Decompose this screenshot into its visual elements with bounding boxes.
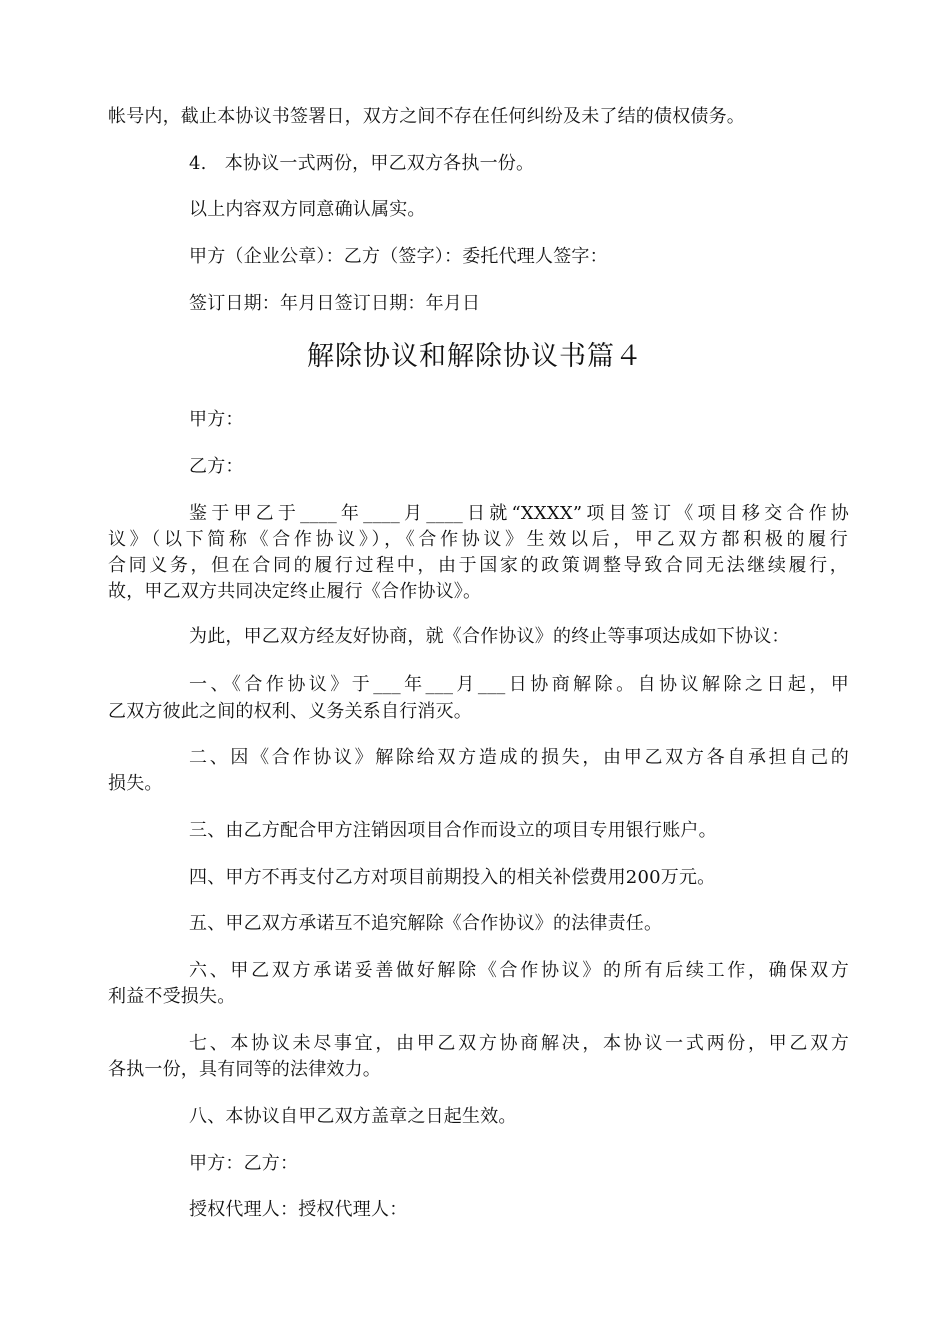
preamble-line: 鉴于甲乙于____年____月____日就“XXXX”项目签订《项目移交合作协 (189, 503, 849, 524)
sign-agents-line: 授权代理人：授权代理人： (189, 1199, 408, 1220)
clause-3-line: 三、由乙方配合甲方注销因项目合作而设立的项目专用银行账户。 (189, 820, 717, 841)
clause-4: 4. 本协议一式两份，甲乙双方各执一份。 (189, 153, 535, 174)
clause-2-line: 损失。 (108, 773, 163, 794)
clause-8-line: 八、本协议自甲乙双方盖章之日起生效。 (189, 1106, 517, 1127)
preamble-line: 故，甲乙双方共同决定终止履行《合作协议》。 (108, 581, 482, 602)
clause-6-line: 利益不受损失。 (108, 986, 236, 1007)
party-b-label: 乙方： (189, 456, 244, 477)
clause-6-line: 六、甲乙双方承诺妥善做好解除《合作协议》的所有后续工作，确保双方 (189, 960, 849, 981)
confirmation-text: 以上内容双方同意确认属实。 (189, 199, 426, 220)
signing-date-line: 签订日期：年月日签订日期：年月日 (189, 293, 481, 314)
clause-1-line: 一、《合作协议》于___年___月___日协商解除。自协议解除之日起，甲 (189, 674, 849, 695)
sign-parties-line: 甲方：乙方： (189, 1153, 299, 1174)
preamble-line: 议》（以下简称《合作协议》），《合作协议》生效以后，甲乙双方都积极的履行 (108, 529, 848, 550)
clause-2-line: 二、因《合作协议》解除给双方造成的损失，由甲乙双方各自承担自己的 (189, 747, 849, 768)
clause-7-line: 七、本协议未尽事宜，由甲乙双方协商解决，本协议一式两份，甲乙双方 (189, 1033, 849, 1054)
preamble-line: 合同义务，但在合同的履行过程中，由于国家的政策调整导致合同无法继续履行， (108, 555, 848, 576)
clause-4-line: 四、甲方不再支付乙方对项目前期投入的相关补偿费用200万元。 (189, 867, 716, 888)
intro-line: 为此，甲乙双方经友好协商，就《合作协议》的终止等事项达成如下协议： (189, 626, 790, 647)
party-a-label: 甲方： (189, 409, 244, 430)
clause-1-line: 乙双方彼此之间的权利、义务关系自行消灭。 (108, 701, 472, 722)
signature-line: 甲方（企业公章）：乙方（签字）：委托代理人签字： (189, 246, 608, 267)
paragraph-line: 帐号内，截止本协议书签署日，双方之间不存在任何纠纷及未了结的债权债务。 (108, 106, 745, 127)
clause-7-line: 各执一份，具有同等的法律效力。 (108, 1059, 381, 1080)
clause-5-line: 五、甲乙双方承诺互不追究解除《合作协议》的法律责任。 (189, 913, 663, 934)
section-title: 解除协议和解除协议书篇４ (307, 341, 643, 372)
